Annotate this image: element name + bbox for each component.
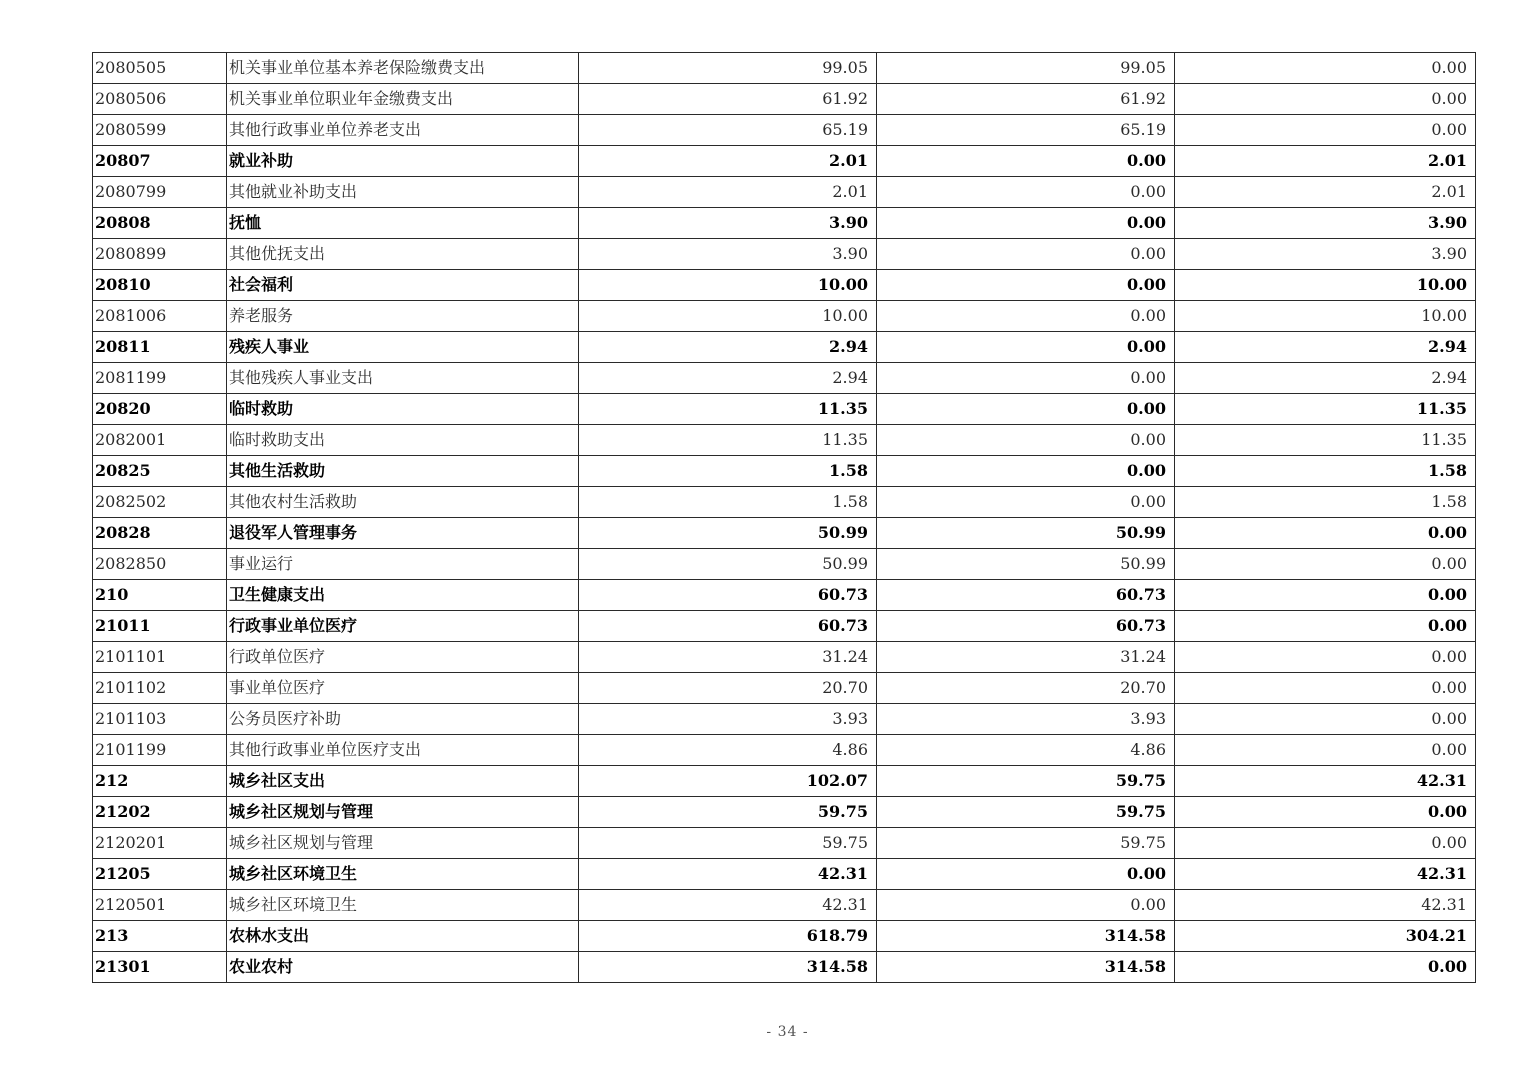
project-amount-cell: 0.00 [1175,115,1476,146]
total-amount-cell: 42.31 [579,859,877,890]
name-cell: 行政单位医疗 [227,642,579,673]
basic-amount-cell: 61.92 [877,84,1175,115]
table-row [93,146,1476,177]
name-cell: 农林水支出 [227,921,579,952]
total-amount-cell: 59.75 [579,797,877,828]
basic-amount-cell: 314.58 [877,921,1175,952]
code-cell: 2082502 [93,487,227,518]
total-amount-cell: 3.90 [579,208,877,239]
name-cell: 事业单位医疗 [227,673,579,704]
total-amount-cell: 61.92 [579,84,877,115]
name-cell: 城乡社区规划与管理 [227,828,579,859]
table-row [93,580,1476,611]
name-cell: 农业农村 [227,952,579,983]
table-row [93,952,1476,983]
table-row [93,828,1476,859]
code-cell: 20828 [93,518,227,549]
total-amount-cell: 20.70 [579,673,877,704]
code-cell: 20807 [93,146,227,177]
code-cell: 2101103 [93,704,227,735]
code-cell: 20810 [93,270,227,301]
project-amount-cell: 0.00 [1175,797,1476,828]
basic-amount-cell: 0.00 [877,487,1175,518]
basic-amount-cell: 0.00 [877,394,1175,425]
basic-amount-cell: 0.00 [877,456,1175,487]
page-number: - 34 - [766,1024,809,1040]
total-amount-cell: 3.93 [579,704,877,735]
table-body [93,53,1476,983]
total-amount-cell: 11.35 [579,425,877,456]
project-amount-cell: 10.00 [1175,301,1476,332]
code-cell: 2080506 [93,84,227,115]
name-cell: 退役军人管理事务 [227,518,579,549]
basic-amount-cell: 59.75 [877,828,1175,859]
budget-expenditure-table [92,52,1476,983]
code-cell: 2080599 [93,115,227,146]
project-amount-cell: 0.00 [1175,735,1476,766]
name-cell: 其他生活救助 [227,456,579,487]
name-cell: 社会福利 [227,270,579,301]
project-amount-cell: 42.31 [1175,859,1476,890]
basic-amount-cell: 0.00 [877,239,1175,270]
total-amount-cell: 3.90 [579,239,877,270]
project-amount-cell: 2.01 [1175,177,1476,208]
name-cell: 行政事业单位医疗 [227,611,579,642]
table-row [93,115,1476,146]
name-cell: 其他残疾人事业支出 [227,363,579,394]
code-cell: 213 [93,921,227,952]
code-cell: 21202 [93,797,227,828]
table-row [93,642,1476,673]
project-amount-cell: 0.00 [1175,611,1476,642]
name-cell: 临时救助 [227,394,579,425]
table-row [93,766,1476,797]
name-cell: 其他行政事业单位养老支出 [227,115,579,146]
basic-amount-cell: 0.00 [877,146,1175,177]
total-amount-cell: 2.94 [579,363,877,394]
basic-amount-cell: 99.05 [877,53,1175,84]
basic-amount-cell: 0.00 [877,859,1175,890]
code-cell: 2081006 [93,301,227,332]
basic-amount-cell: 0.00 [877,177,1175,208]
basic-amount-cell: 60.73 [877,611,1175,642]
total-amount-cell: 102.07 [579,766,877,797]
basic-amount-cell: 4.86 [877,735,1175,766]
basic-amount-cell: 31.24 [877,642,1175,673]
basic-amount-cell: 0.00 [877,890,1175,921]
name-cell: 城乡社区环境卫生 [227,859,579,890]
project-amount-cell: 0.00 [1175,84,1476,115]
project-amount-cell: 10.00 [1175,270,1476,301]
name-cell: 城乡社区环境卫生 [227,890,579,921]
name-cell: 其他优抚支出 [227,239,579,270]
basic-amount-cell: 59.75 [877,797,1175,828]
project-amount-cell: 0.00 [1175,704,1476,735]
project-amount-cell: 2.01 [1175,146,1476,177]
name-cell: 机关事业单位职业年金缴费支出 [227,84,579,115]
total-amount-cell: 99.05 [579,53,877,84]
total-amount-cell: 50.99 [579,518,877,549]
total-amount-cell: 2.01 [579,146,877,177]
table-row [93,332,1476,363]
name-cell: 公务员医疗补助 [227,704,579,735]
code-cell: 21301 [93,952,227,983]
code-cell: 2101101 [93,642,227,673]
total-amount-cell: 314.58 [579,952,877,983]
total-amount-cell: 65.19 [579,115,877,146]
code-cell: 2120501 [93,890,227,921]
project-amount-cell: 3.90 [1175,239,1476,270]
project-amount-cell: 11.35 [1175,394,1476,425]
total-amount-cell: 1.58 [579,487,877,518]
table-row [93,425,1476,456]
total-amount-cell: 50.99 [579,549,877,580]
project-amount-cell: 0.00 [1175,673,1476,704]
total-amount-cell: 60.73 [579,580,877,611]
code-cell: 21011 [93,611,227,642]
code-cell: 2081199 [93,363,227,394]
project-amount-cell: 3.90 [1175,208,1476,239]
basic-amount-cell: 0.00 [877,363,1175,394]
table-row [93,487,1476,518]
table-row [93,518,1476,549]
name-cell: 城乡社区规划与管理 [227,797,579,828]
basic-amount-cell: 20.70 [877,673,1175,704]
name-cell: 城乡社区支出 [227,766,579,797]
code-cell: 210 [93,580,227,611]
table-row [93,208,1476,239]
code-cell: 2101102 [93,673,227,704]
name-cell: 抚恤 [227,208,579,239]
code-cell: 2082001 [93,425,227,456]
code-cell: 20825 [93,456,227,487]
project-amount-cell: 0.00 [1175,580,1476,611]
total-amount-cell: 618.79 [579,921,877,952]
table-row [93,673,1476,704]
table-row [93,394,1476,425]
table-row [93,797,1476,828]
name-cell: 其他就业补助支出 [227,177,579,208]
basic-amount-cell: 0.00 [877,425,1175,456]
code-cell: 2101199 [93,735,227,766]
table-row [93,890,1476,921]
name-cell: 养老服务 [227,301,579,332]
table-row [93,456,1476,487]
project-amount-cell: 0.00 [1175,53,1476,84]
basic-amount-cell: 314.58 [877,952,1175,983]
total-amount-cell: 10.00 [579,270,877,301]
total-amount-cell: 60.73 [579,611,877,642]
name-cell: 其他行政事业单位医疗支出 [227,735,579,766]
name-cell: 残疾人事业 [227,332,579,363]
project-amount-cell: 42.31 [1175,890,1476,921]
table-row [93,84,1476,115]
code-cell: 2120201 [93,828,227,859]
basic-amount-cell: 0.00 [877,208,1175,239]
code-cell: 20820 [93,394,227,425]
basic-amount-cell: 0.00 [877,301,1175,332]
project-amount-cell: 2.94 [1175,363,1476,394]
table-row [93,363,1476,394]
project-amount-cell: 0.00 [1175,642,1476,673]
project-amount-cell: 11.35 [1175,425,1476,456]
table-row [93,859,1476,890]
project-amount-cell: 0.00 [1175,828,1476,859]
name-cell: 就业补助 [227,146,579,177]
basic-amount-cell: 50.99 [877,549,1175,580]
total-amount-cell: 2.01 [579,177,877,208]
basic-amount-cell: 50.99 [877,518,1175,549]
code-cell: 21205 [93,859,227,890]
basic-amount-cell: 0.00 [877,270,1175,301]
project-amount-cell: 2.94 [1175,332,1476,363]
project-amount-cell: 0.00 [1175,518,1476,549]
project-amount-cell: 1.58 [1175,487,1476,518]
name-cell: 卫生健康支出 [227,580,579,611]
basic-amount-cell: 3.93 [877,704,1175,735]
code-cell: 2080799 [93,177,227,208]
basic-amount-cell: 60.73 [877,580,1175,611]
total-amount-cell: 4.86 [579,735,877,766]
name-cell: 临时救助支出 [227,425,579,456]
table-row [93,301,1476,332]
total-amount-cell: 59.75 [579,828,877,859]
project-amount-cell: 42.31 [1175,766,1476,797]
name-cell: 机关事业单位基本养老保险缴费支出 [227,53,579,84]
table-row [93,239,1476,270]
table-row [93,549,1476,580]
basic-amount-cell: 0.00 [877,332,1175,363]
total-amount-cell: 1.58 [579,456,877,487]
project-amount-cell: 0.00 [1175,549,1476,580]
code-cell: 20811 [93,332,227,363]
total-amount-cell: 42.31 [579,890,877,921]
name-cell: 其他农村生活救助 [227,487,579,518]
code-cell: 212 [93,766,227,797]
table-row [93,270,1476,301]
name-cell: 事业运行 [227,549,579,580]
project-amount-cell: 0.00 [1175,952,1476,983]
total-amount-cell: 2.94 [579,332,877,363]
table-row [93,921,1476,952]
code-cell: 20808 [93,208,227,239]
table-row [93,177,1476,208]
code-cell: 2080505 [93,53,227,84]
total-amount-cell: 31.24 [579,642,877,673]
code-cell: 2080899 [93,239,227,270]
total-amount-cell: 10.00 [579,301,877,332]
project-amount-cell: 304.21 [1175,921,1476,952]
project-amount-cell: 1.58 [1175,456,1476,487]
table-row [93,704,1476,735]
code-cell: 2082850 [93,549,227,580]
basic-amount-cell: 65.19 [877,115,1175,146]
table-row [93,735,1476,766]
total-amount-cell: 11.35 [579,394,877,425]
basic-amount-cell: 59.75 [877,766,1175,797]
table-row [93,53,1476,84]
table-row [93,611,1476,642]
